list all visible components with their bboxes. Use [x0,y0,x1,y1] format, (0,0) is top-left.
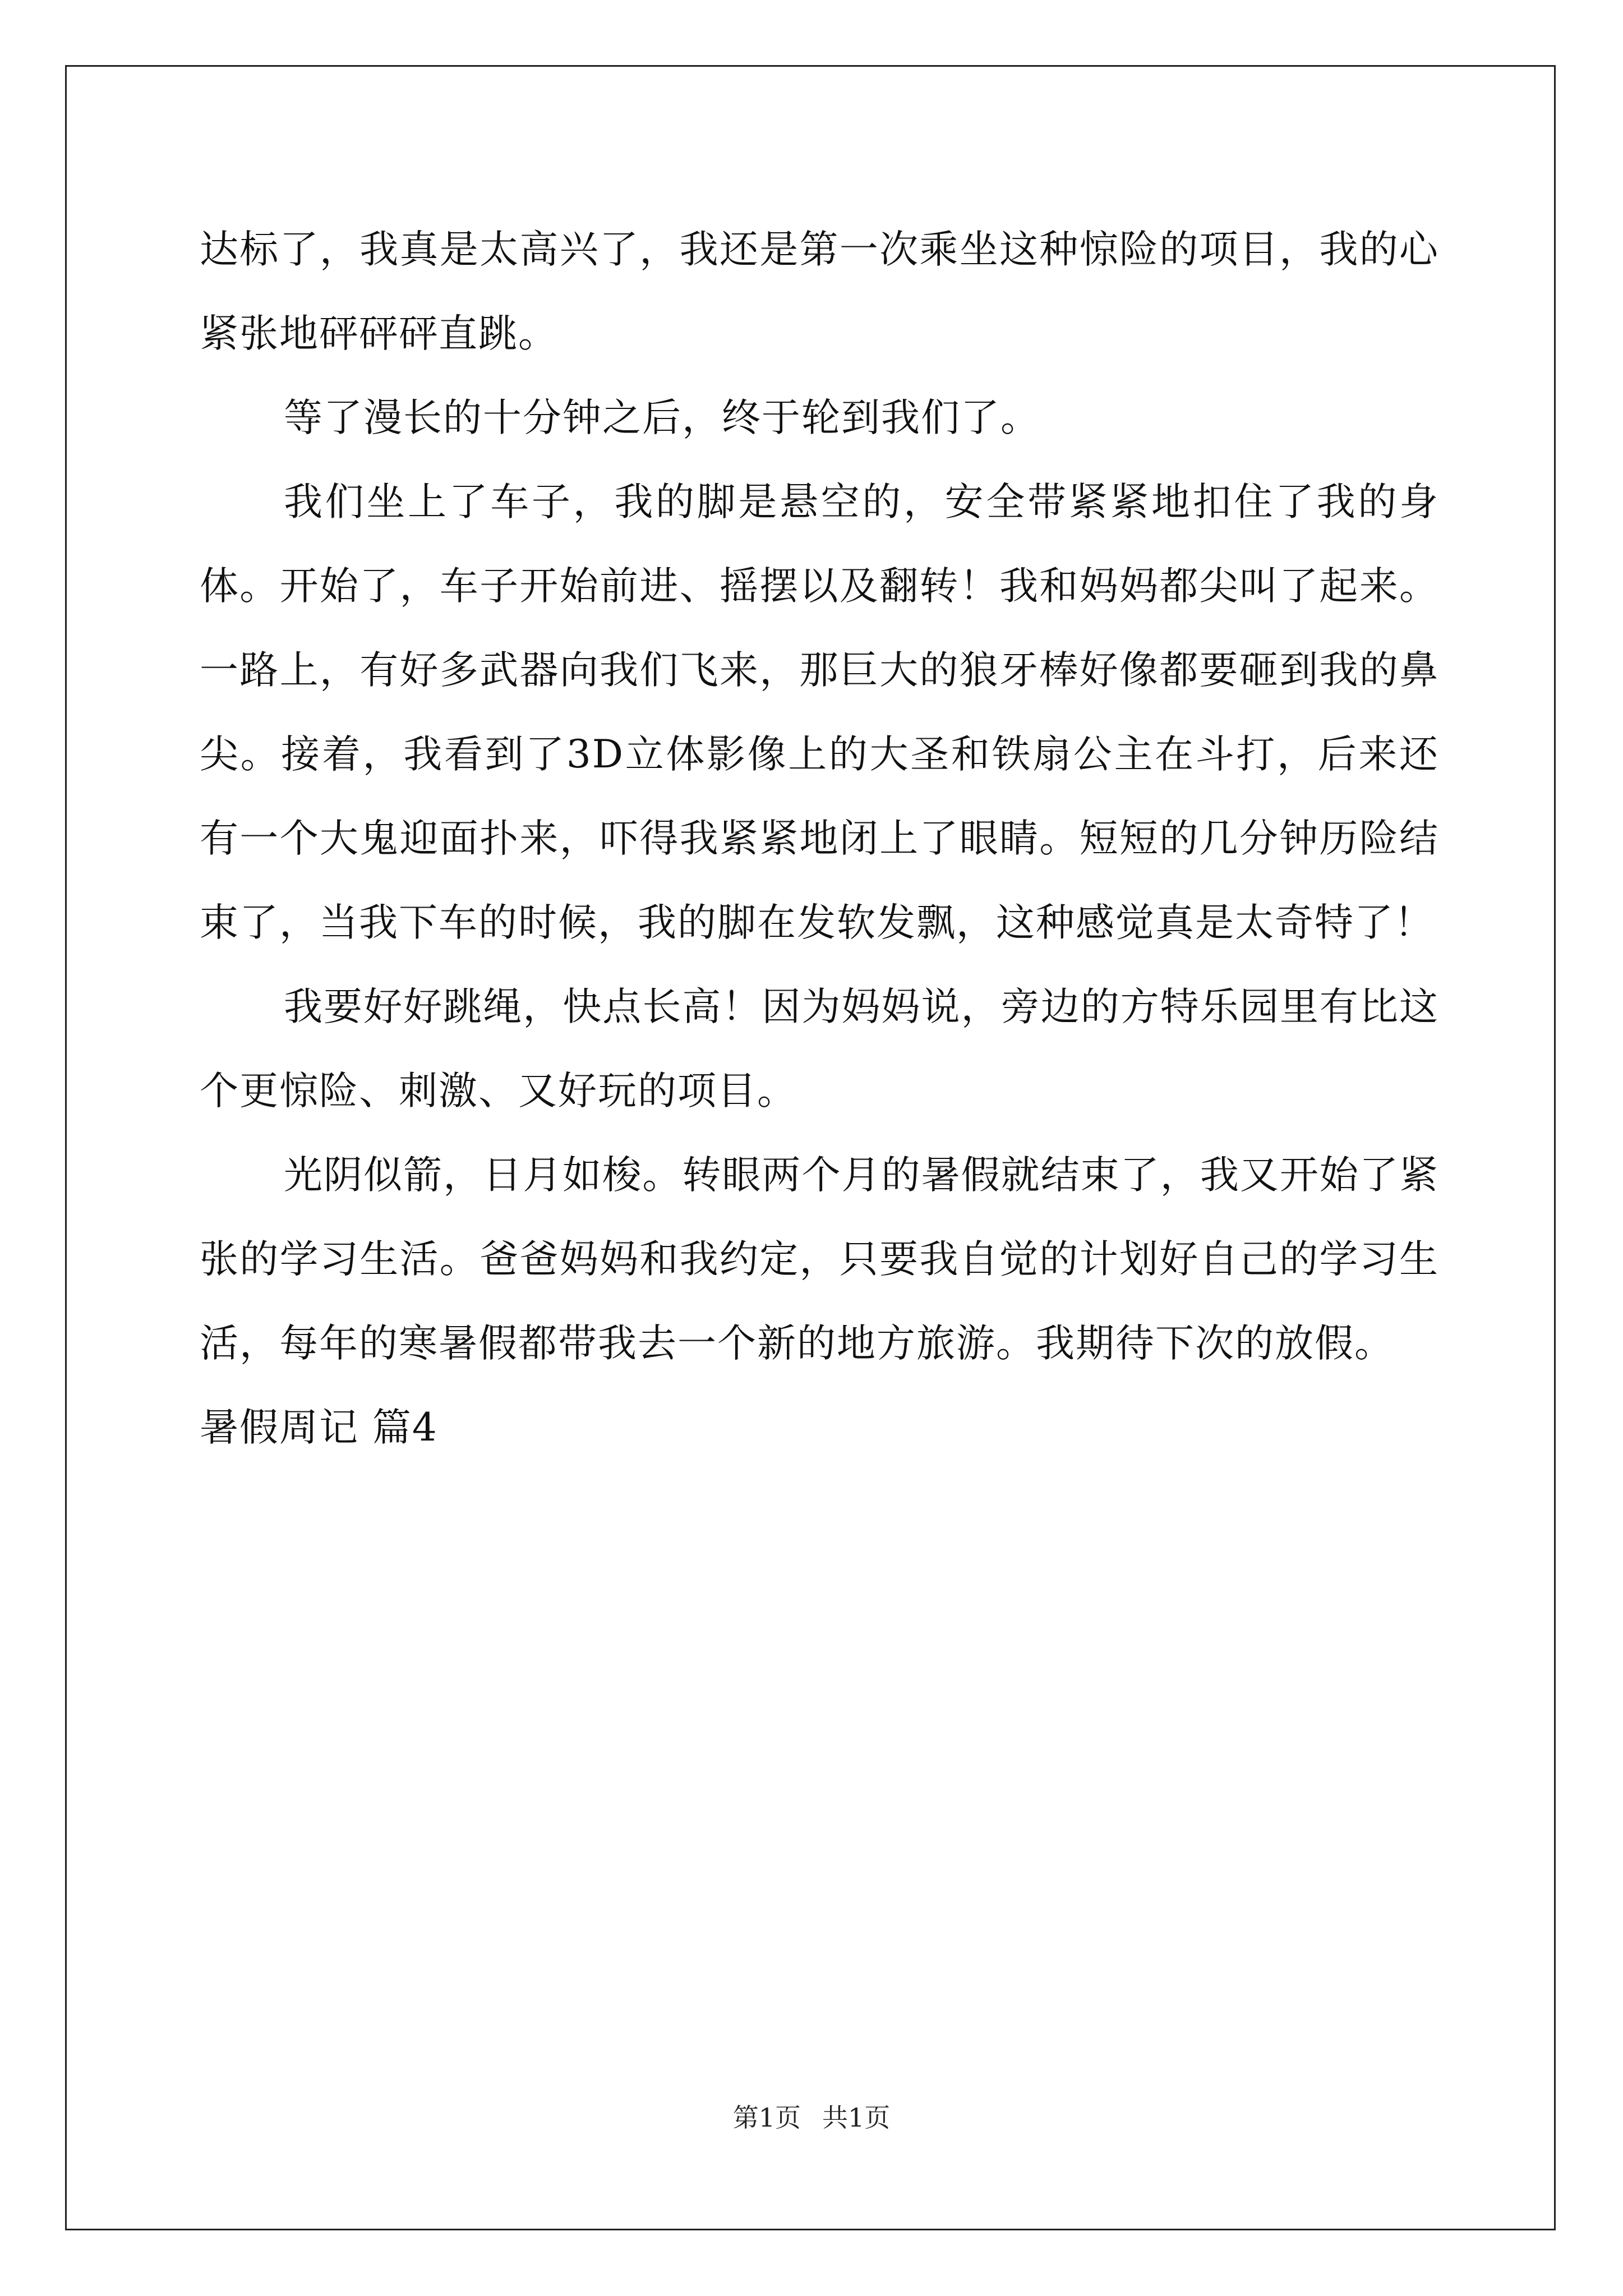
page-footer [0,2101,1623,2134]
section-heading: 暑假周记 篇4 [200,1405,438,1450]
paragraph-1: 达标了，我真是太高兴了，我还是第一次乘坐这种惊险的项目，我的心紧张地砰砰砰直跳。 [200,227,1439,356]
paragraph-3: 我们坐上了车子，我的脚是悬空的，安全带紧紧地扣住了我的身体。开始了，车子开始前进、摇摆以及翻转！我和妈妈都尖叫了起来。一路上，有好多武器向我们飞来，那巨大的狼牙棒好像都要砸到我的鼻尖。接着，我看到了3D立体影像上的大圣和铁扇公主在斗打，后来还有一个大鬼迎面扑来，吓得我紧紧地闭上了眼睛。短短的几分钟历险结束了，当我下车的时候，我的脚在发软发飘，这种感觉真是太奇特了！ [200,480,1439,945]
paragraph-5: 光阴似箭，日月如梭。转眼两个月的暑假就结束了，我又开始了紧张的学习生活。爸爸妈妈和我约定，只要我自觉的计划好自己的学习生活，每年的寒暑假都带我去一个新的地方旅游。我期待下次的放假。 [200,1153,1439,1366]
paragraph-2: 等了漫长的十分钟之后，终于轮到我们了。 [284,395,1040,440]
paragraph-4: 我要好好跳绳，快点长高！因为妈妈说，旁边的方特乐园里有比这个更惊险、刺激、又好玩的项目。 [200,984,1439,1114]
page-number: 第1页 [732,2102,801,2133]
page-total: 共1页 [822,2102,891,2133]
document-body [200,208,1439,1470]
